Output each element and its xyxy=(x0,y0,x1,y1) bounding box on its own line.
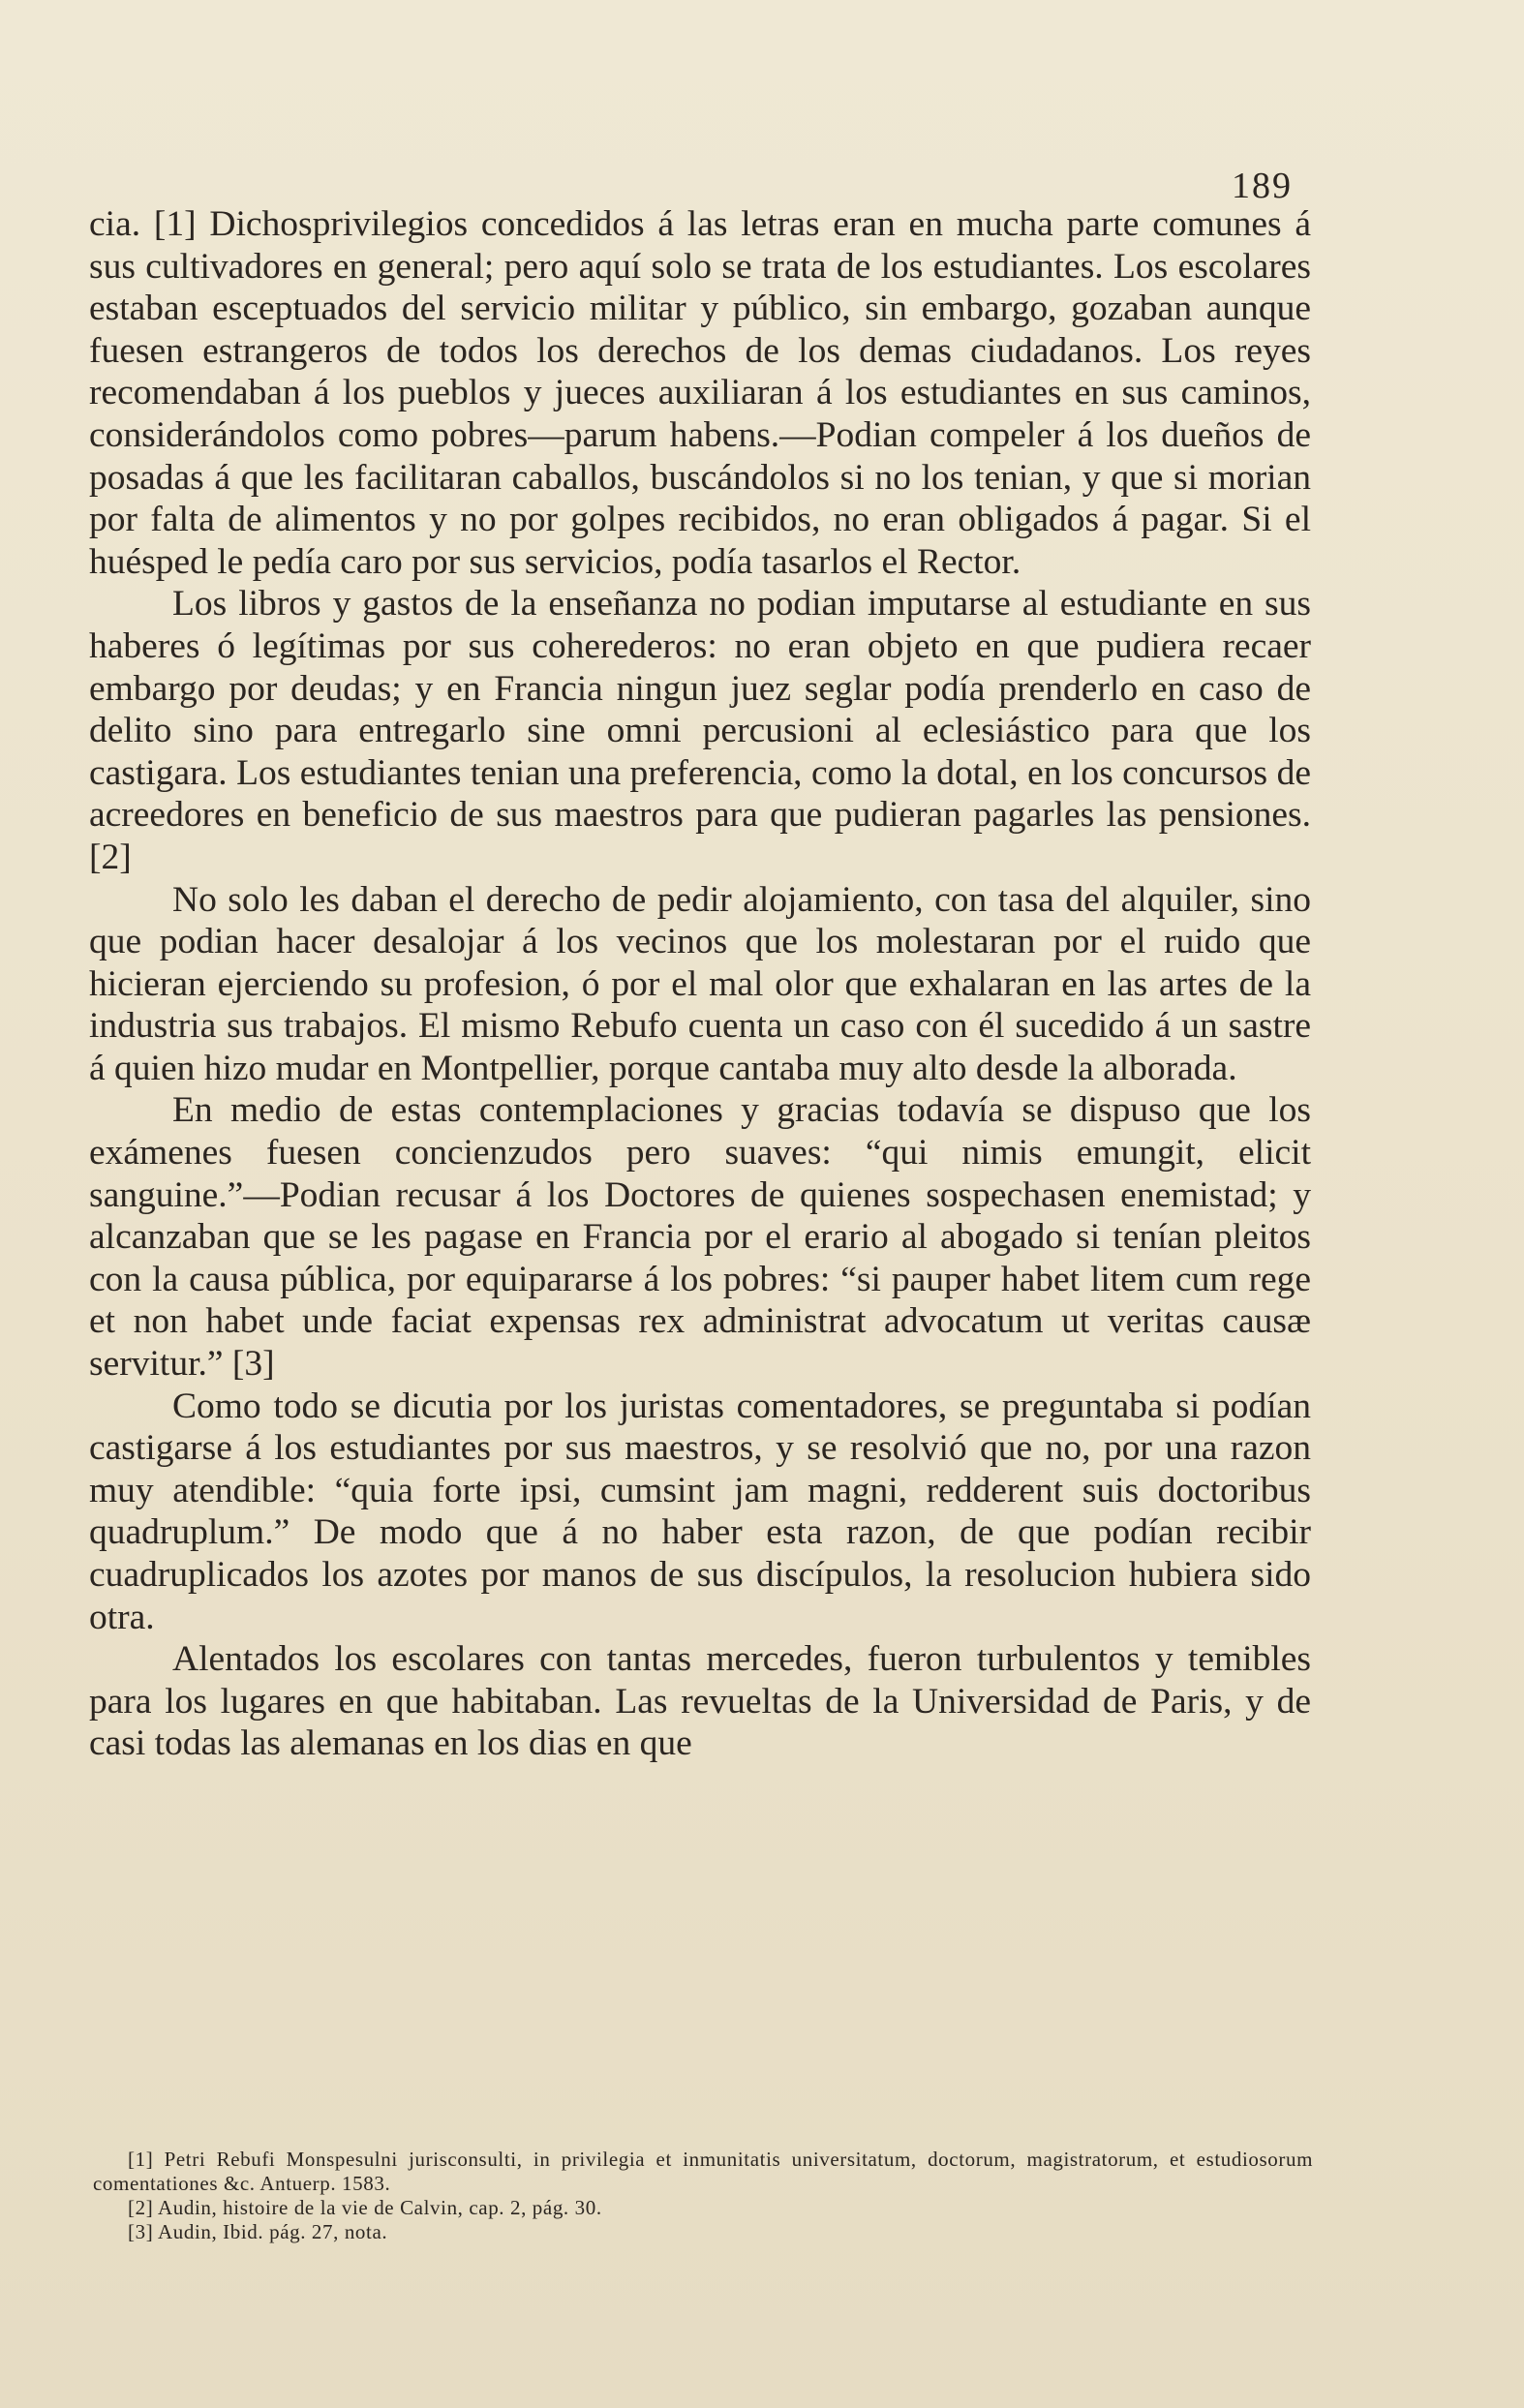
footnote: [3] Audin, Ibid. pág. 27, nota. xyxy=(128,2220,388,2243)
paragraph: cia. [1] Dichosprivilegios concedidos á las letras eran en mucha parte comunes á sus cultivadores en general; pero aquí solo se trata de los estudiantes. Los escolares estaban esceptuados del servicio militar y público, sin embargo, gozaban aunque fuesen estrangeros de todos los derechos de los demas ciudadanos. Los reyes recomendaban á los pueblos y jueces auxiliaran á los estudiantes en sus caminos, considerándolos como pobres—parum habens.—Podian compeler á los dueños de posadas á que les facilitaran caballos, buscándolos si no los tenian, y que si morian por falta de alimentos y no por golpes recibidos, no eran obligados á pagar. Si el huésped le pedía caro por sus servicios, podía tasarlos el Rector. xyxy=(89,204,1311,582)
main-text xyxy=(89,203,1311,1765)
paragraph: En medio de estas contemplaciones y gracias todavía se dispuso que los exámenes fuesen concienzudos pero suaves: “qui nimis emungit, elicit sanguine.”—Podian recusar á los Doctores de quienes sospechasen enemistad; y alcanzaban que se les pagase en Francia por el erario al abogado si tenían pleitos con la causa pública, por equipararse á los pobres: “si pauper habet litem cum rege et non habet unde faciat expensas rex administrat advocatum ut veritas causæ servitur.” [3] xyxy=(89,1090,1311,1385)
footnotes xyxy=(93,2148,1313,2244)
paragraph: No solo les daban el derecho de pedir alojamiento, con tasa del alquiler, sino que podian hacer desalojar á los vecinos que los molestaran por el ruido que hicieran ejerciendo su profesion, ó por el mal olor que exhalaran en las artes de la industria sus trabajos. El mismo Rebufo cuenta un caso con él sucedido á un sastre á quien hizo mudar en Montpellier, porque cantaba muy alto desde la alborada. xyxy=(89,879,1311,1088)
footnote: [2] Audin, histoire de la vie de Calvin, cap. 2, pág. 30. xyxy=(128,2196,602,2219)
paragraph: Alentados los escolares con tantas mercedes, fueron turbulentos y temibles para los lugares en que habitaban. Las revueltas de la Universidad de Paris, y de casi todas las alemanas en los dias en que xyxy=(89,1639,1311,1764)
paragraph: Los libros y gastos de la enseñanza no podian imputarse al estudiante en sus haberes ó legítimas por sus coherederos: no eran objeto en que pudiera recaer embargo por deudas; y en Francia ningun juez seglar podía prenderlo en caso de delito sino para entregarlo sine omni percusioni al eclesiástico para que los castigara. Los estudiantes tenian una preferencia, como la dotal, en los concursos de acreedores en beneficio de sus maestros para que pudieran pagarles las pensiones. [2] xyxy=(89,584,1311,877)
page-number: 189 xyxy=(1232,166,1293,206)
footnote: [1] Petri Rebufi Monspesulni jurisconsulti, in privilegia et inmunitatis universitatum, doctorum, magistratorum, et estudiosorum comentationes &c. Antuerp. 1583. xyxy=(93,2148,1313,2195)
paragraph: Como todo se dicutia por los juristas comentadores, se preguntaba si podían castigarse á los estudiantes por sus maestros, y se resolvió que no, por una razon muy atendible: “quia forte ipsi, cumsint jam magni, redderent suis doctoribus quadruplum.” De modo que á no haber esta razon, de que podían recibir cuadruplicados los azotes por manos de sus discípulos, la resolucion hubiera sido otra. xyxy=(89,1386,1311,1637)
